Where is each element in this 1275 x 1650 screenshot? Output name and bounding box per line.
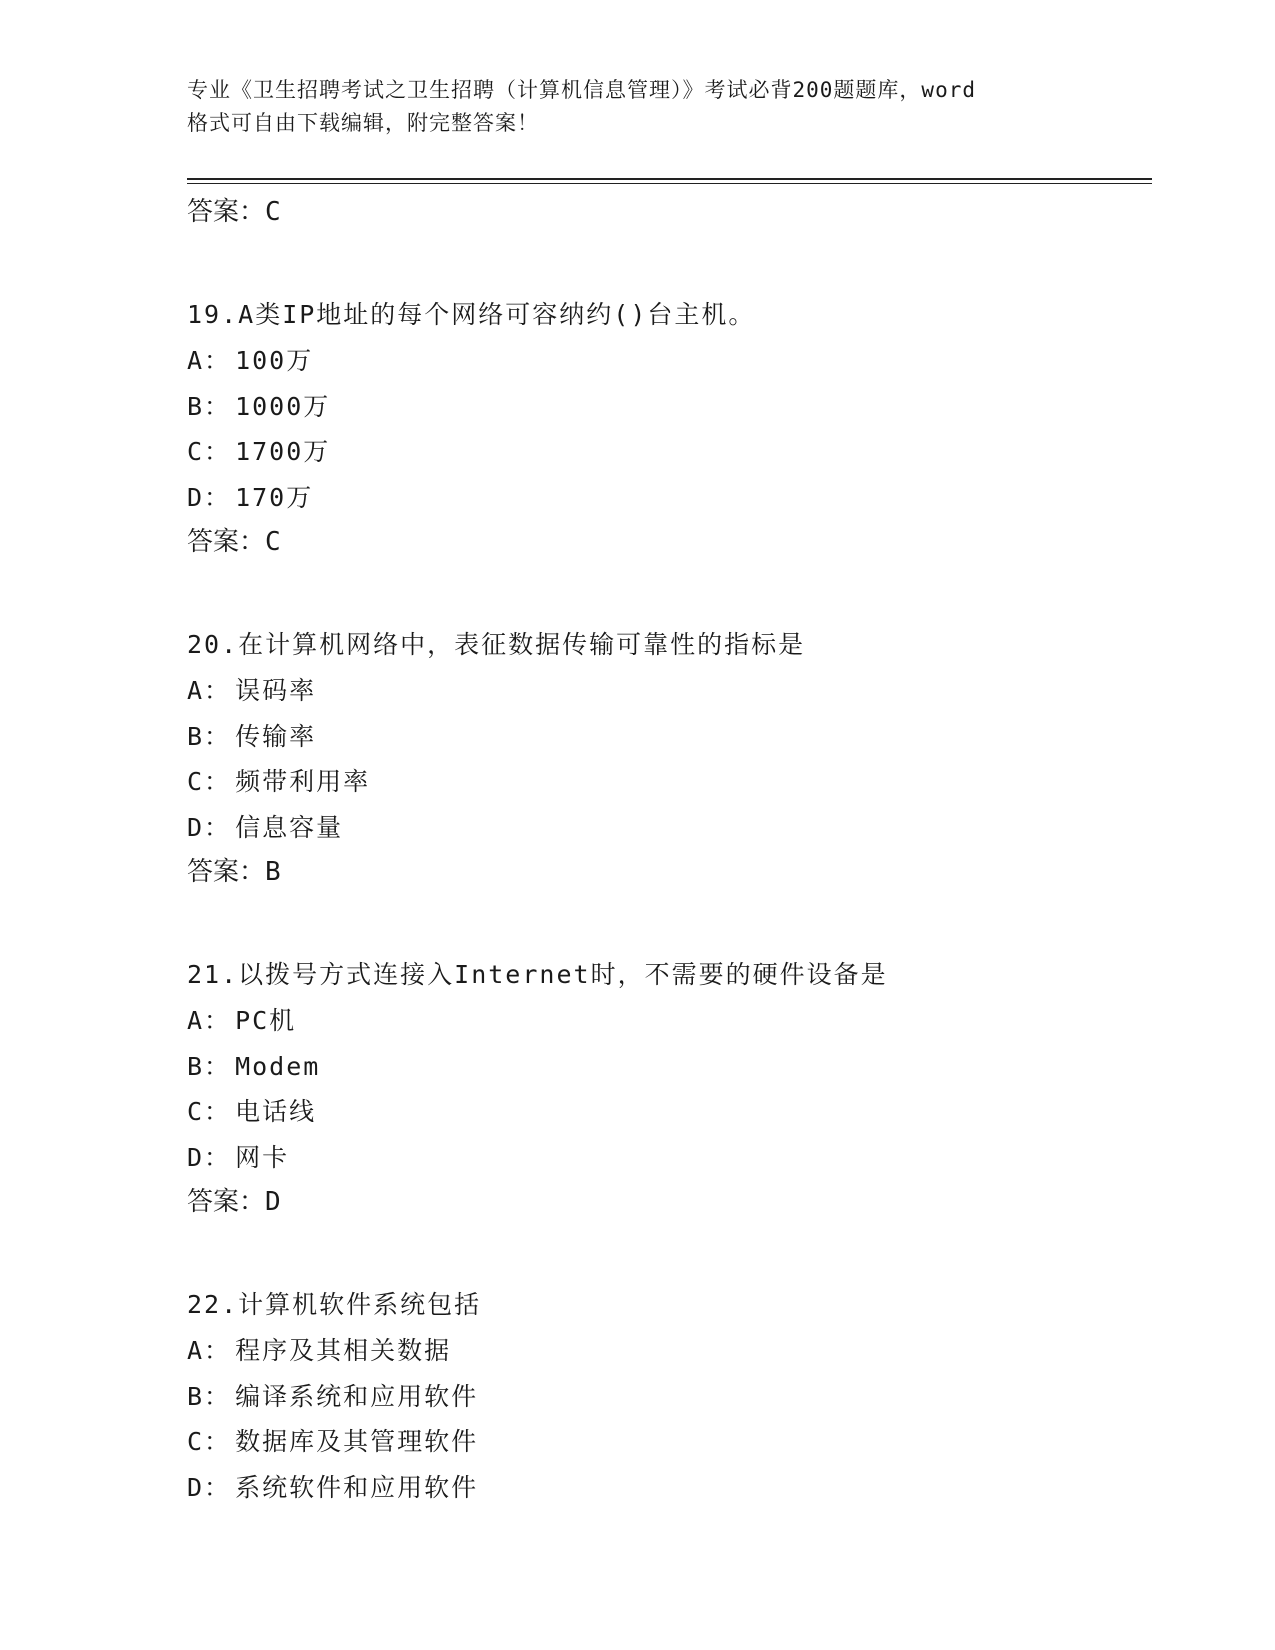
option-key: C： xyxy=(187,1097,232,1126)
option-key: B： xyxy=(187,1381,232,1411)
option-c xyxy=(187,759,1147,805)
option-key: B： xyxy=(187,1051,232,1081)
question-text: 19.A类IP地址的每个网络可容纳约()台主机。 xyxy=(187,300,756,329)
question-item xyxy=(187,292,1147,564)
option-c xyxy=(187,429,1147,475)
option-text: 信息容量 xyxy=(235,812,344,842)
answer-line xyxy=(187,190,1147,234)
question-list xyxy=(187,190,1147,1510)
option-a xyxy=(187,338,1147,384)
answer-line xyxy=(187,850,1147,894)
option-key: D： xyxy=(187,1142,232,1172)
answer-value: C xyxy=(265,527,281,557)
option-key: D： xyxy=(187,482,232,512)
option-text: 电话线 xyxy=(235,1097,317,1126)
option-d xyxy=(187,1135,1147,1181)
question-text: 20.在计算机网络中，表征数据传输可靠性的指标是 xyxy=(187,630,806,659)
option-text: 1700万 xyxy=(235,437,331,466)
option-text: 程序及其相关数据 xyxy=(235,1336,452,1365)
option-text: 网卡 xyxy=(235,1142,290,1172)
option-text: 系统软件和应用软件 xyxy=(235,1472,479,1502)
option-a xyxy=(187,668,1147,714)
option-c xyxy=(187,1419,1147,1465)
option-text: PC机 xyxy=(235,1006,297,1035)
option-text: 数据库及其管理软件 xyxy=(235,1427,479,1456)
option-text: 频带利用率 xyxy=(235,767,371,796)
question-item xyxy=(187,952,1147,1224)
option-b xyxy=(187,1044,1147,1090)
option-d xyxy=(187,805,1147,851)
option-b xyxy=(187,714,1147,760)
option-d xyxy=(187,475,1147,521)
answer-line xyxy=(187,520,1147,564)
option-d xyxy=(187,1465,1147,1511)
option-key: C： xyxy=(187,767,232,796)
question-text: 21.以拨号方式连接入Internet时，不需要的硬件设备是 xyxy=(187,960,888,989)
answer-label: 答案： xyxy=(187,1187,266,1217)
option-text: 1000万 xyxy=(235,391,331,421)
option-text: 170万 xyxy=(235,482,314,512)
option-key: A： xyxy=(187,1006,232,1035)
answer-value: C xyxy=(265,197,281,227)
option-text: 100万 xyxy=(235,346,314,375)
document-header xyxy=(187,74,1087,140)
answer-label: 答案： xyxy=(187,197,266,227)
answer-label: 答案： xyxy=(187,527,266,557)
option-text: Modem xyxy=(235,1051,321,1081)
option-text: 编译系统和应用软件 xyxy=(235,1381,479,1411)
option-key: A： xyxy=(187,346,232,375)
option-b xyxy=(187,384,1147,430)
option-a xyxy=(187,998,1147,1044)
option-key: A： xyxy=(187,676,232,705)
answer-label: 答案： xyxy=(187,857,266,887)
option-key: D： xyxy=(187,1472,232,1502)
option-key: B： xyxy=(187,391,232,421)
header-line-2: 格式可自由下载编辑，附完整答案！ xyxy=(187,111,539,135)
option-text: 传输率 xyxy=(235,721,317,751)
question-item xyxy=(187,622,1147,894)
header-line-1: 专业《卫生招聘考试之卫生招聘（计算机信息管理）》考试必背200题题库，word xyxy=(187,78,976,102)
option-key: A： xyxy=(187,1336,232,1365)
option-c xyxy=(187,1089,1147,1135)
option-key: D： xyxy=(187,812,232,842)
option-key: C： xyxy=(187,437,232,466)
option-key: C： xyxy=(187,1427,232,1456)
answer-value: D xyxy=(265,1187,281,1217)
option-key: B： xyxy=(187,721,232,751)
question-text: 22.计算机软件系统包括 xyxy=(187,1290,482,1319)
option-b xyxy=(187,1374,1147,1420)
header-divider xyxy=(187,178,1152,184)
option-text: 误码率 xyxy=(235,676,317,705)
answer-value: B xyxy=(265,857,281,887)
option-a xyxy=(187,1328,1147,1374)
question-item xyxy=(187,1282,1147,1510)
answer-line xyxy=(187,1180,1147,1224)
